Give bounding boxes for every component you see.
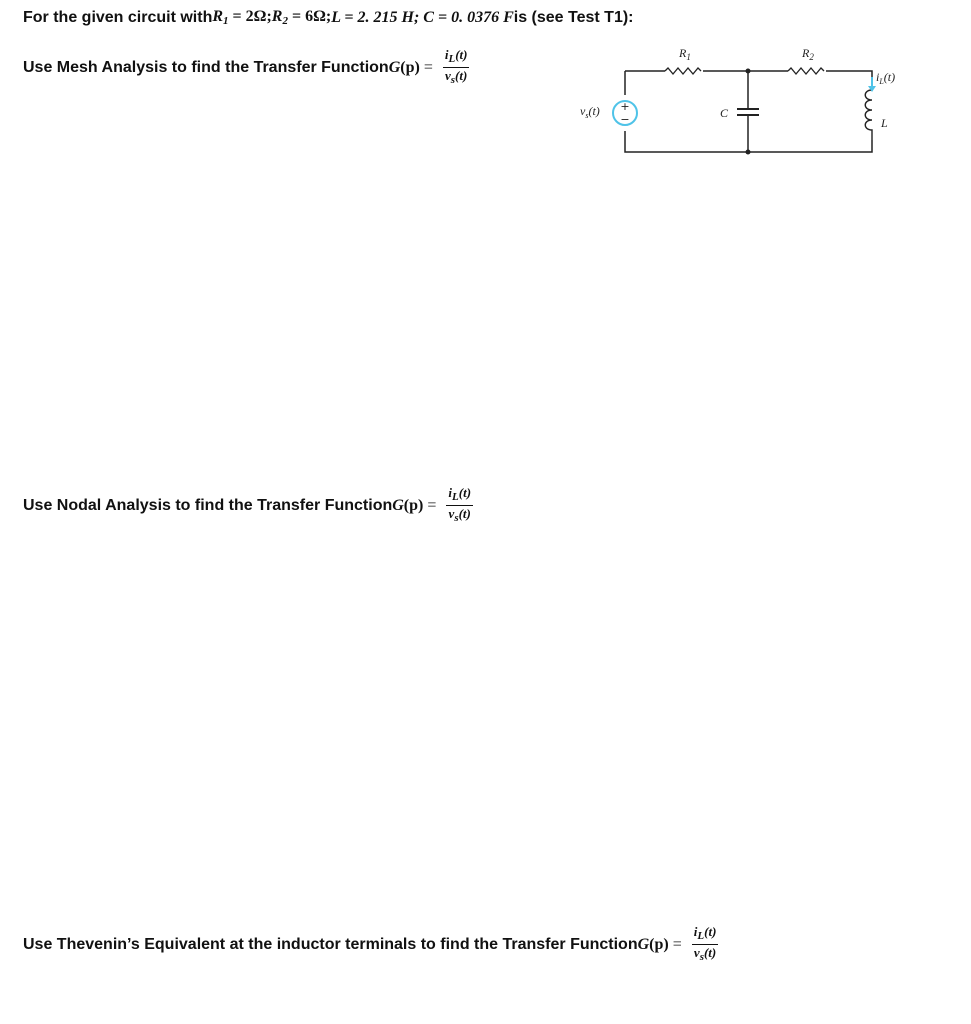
junction-top <box>746 69 751 74</box>
r1-value: $R_1 = 2\Omega$; <box>212 8 272 27</box>
wire-top-right <box>826 71 872 90</box>
transfer-function-fraction: $\frac{i_L(t)}{v_s(t)}$ <box>444 47 468 86</box>
transfer-function-label: G(p) <box>392 496 424 514</box>
source-minus: − <box>620 113 630 126</box>
transfer-function-label: G(p) <box>637 935 669 953</box>
question-text: Use Nodal Analysis to find the Transfer Function <box>23 496 393 514</box>
resistor-r2 <box>788 68 824 74</box>
transfer-function-label: G(p) <box>388 58 420 76</box>
question-text: Use Thevenin’s Equivalent at the inductor terminals to find the Transfer Function <box>23 935 638 953</box>
label-l: L <box>881 116 888 130</box>
label-c: C <box>720 106 729 120</box>
resistor-r1 <box>665 68 701 74</box>
inductor-coil <box>865 90 872 140</box>
label-source: $v_s(t)$ <box>580 104 600 120</box>
intro-lead: For the given circuit with <box>23 8 213 26</box>
current-arrow-head <box>868 86 876 92</box>
r2-value: $R_2 = 6\Omega$; <box>271 8 332 27</box>
label-r1: $R_1$ <box>679 46 691 62</box>
junction-bottom <box>746 150 751 155</box>
label-current: $i_L(t)$ <box>876 70 896 86</box>
l-c-values: L = 2. 215 H; C = 0. 0376 F <box>331 8 514 26</box>
question-text: Use Mesh Analysis to find the Transfer Function <box>23 58 389 76</box>
question-mesh: Use Mesh Analysis to find the Transfer Function G(p) = $\frac{i_L(t)}{v_s(t)}$ <box>23 47 468 86</box>
source-plus: + <box>620 100 630 113</box>
intro-tail: is (see Test T1): <box>513 8 634 26</box>
label-r2: $R_2$ <box>802 46 814 62</box>
circuit-diagram <box>560 40 900 160</box>
question-nodal: Use Nodal Analysis to find the Transfer Function G(p) = $\frac{i_L(t)}{v_s(t)}$ <box>23 485 472 524</box>
problem-statement <box>23 8 634 27</box>
transfer-function-fraction: $\frac{i_L(t)}{v_s(t)}$ <box>448 485 472 524</box>
question-thevenin: Use Thevenin’s Equivalent at the inductor terminals to find the Transfer Function G(p) = $\frac{i_L(t)}{v_s(t)}$ <box>23 924 717 963</box>
transfer-function-fraction: $\frac{i_L(t)}{v_s(t)}$ <box>693 924 717 963</box>
